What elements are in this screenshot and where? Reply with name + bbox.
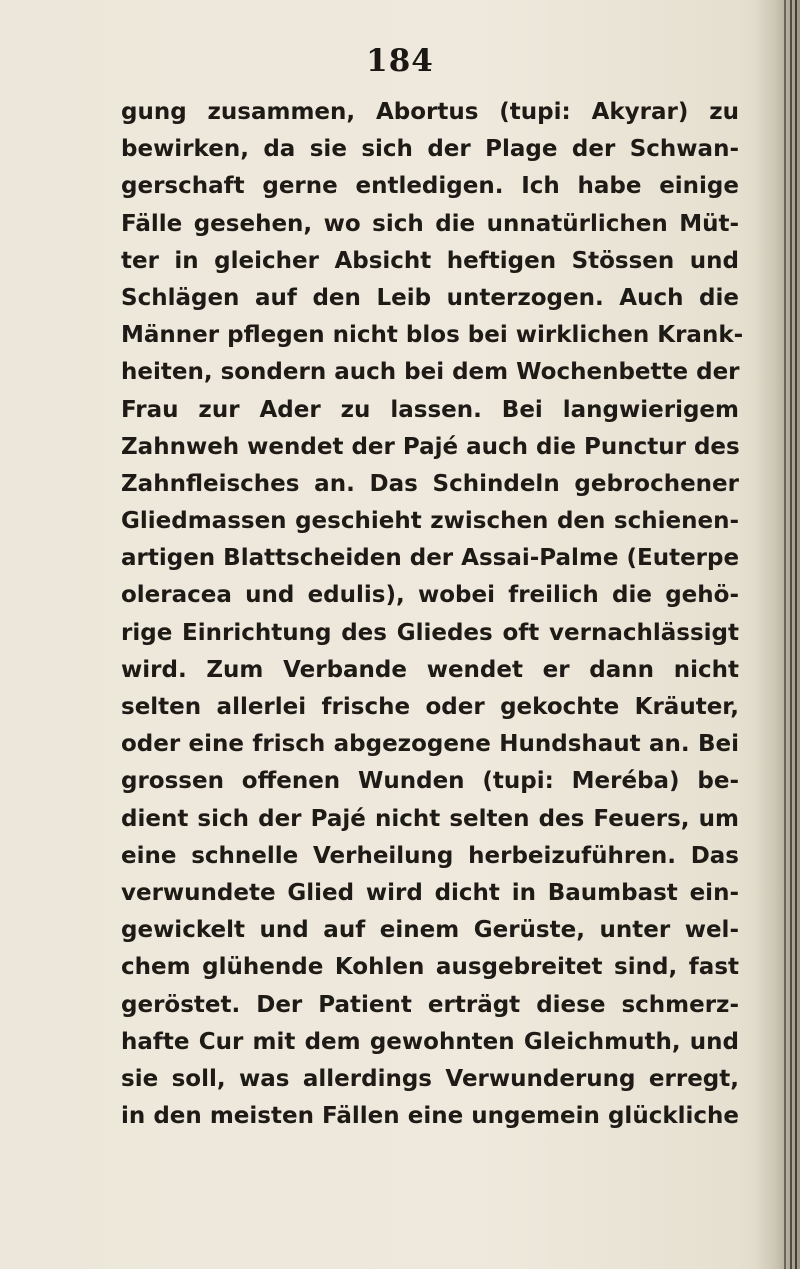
text-line: chem glühende Kohlen ausgebreitet sind, fast	[121, 954, 739, 981]
text-line: ter in gleicher Absicht heftigen Stössen und	[121, 247, 739, 274]
text-line: grossen offenen Wunden (tupi: Meréba) be-	[121, 768, 739, 795]
page-edge-line	[790, 0, 792, 1269]
page-edge-line	[784, 0, 786, 1269]
text-line: in den meisten Fällen eine ungemein glückliche	[121, 1103, 739, 1130]
text-line: gewickelt und auf einem Gerüste, unter wel-	[121, 917, 739, 944]
text-line: verwundete Glied wird dicht in Baumbast ein-	[121, 879, 739, 906]
text-line: geröstet. Der Patient erträgt diese schmerz-	[121, 991, 739, 1018]
text-line: oder eine frisch abgezogene Hundshaut an. Bei	[121, 731, 739, 758]
text-line: dient sich der Pajé nicht selten des Feuers, um	[121, 805, 739, 832]
page-number: 184	[366, 43, 434, 79]
text-line: Gliedmassen geschieht zwischen den schienen-	[121, 508, 739, 535]
text-line: Männer pflegen nicht blos bei wirklichen Krank-	[121, 322, 744, 349]
page-edge-line	[795, 0, 797, 1269]
text-line: Schlägen auf den Leib unterzogen. Auch die	[121, 284, 739, 311]
page-edge-shadow	[754, 0, 800, 1269]
text-line: wird. Zum Verbande wendet er dann nicht	[121, 656, 739, 683]
text-line: gerschaft gerne entledigen. Ich habe einige	[121, 173, 739, 200]
text-line: Fälle gesehen, wo sich die unnatürlichen Müt-	[121, 210, 739, 237]
text-line: sie soll, was allerdings Verwunderung erregt,	[121, 1065, 739, 1092]
text-line: Zahnfleisches an. Das Schindeln gebrochener	[121, 470, 739, 497]
text-line: bewirken, da sie sich der Plage der Schwan-	[121, 136, 739, 163]
text-line: Zahnweh wendet der Pajé auch die Punctur des	[121, 433, 740, 460]
text-line: eine schnelle Verheilung herbeizuführen. Das	[121, 842, 739, 869]
text-line: oleracea und edulis), wobei freilich die gehö-	[121, 582, 739, 609]
text-line: selten allerlei frische oder gekochte Kräuter,	[121, 694, 739, 720]
text-line: rige Einrichtung des Gliedes oft vernachlässigt	[121, 619, 739, 646]
text-line: hafte Cur mit dem gewohnten Gleichmuth, und	[121, 1028, 739, 1055]
text-line: artigen Blattscheiden der Assai-Palme (Euterpe	[121, 545, 740, 572]
body-text	[121, 94, 744, 1135]
text-line: Frau zur Ader zu lassen. Bei langwierigem	[121, 396, 739, 423]
text-line: heiten, sondern auch bei dem Wochenbette der	[121, 359, 740, 386]
text-line: gung zusammen, Abortus (tupi: Akyrar) zu	[121, 99, 739, 125]
